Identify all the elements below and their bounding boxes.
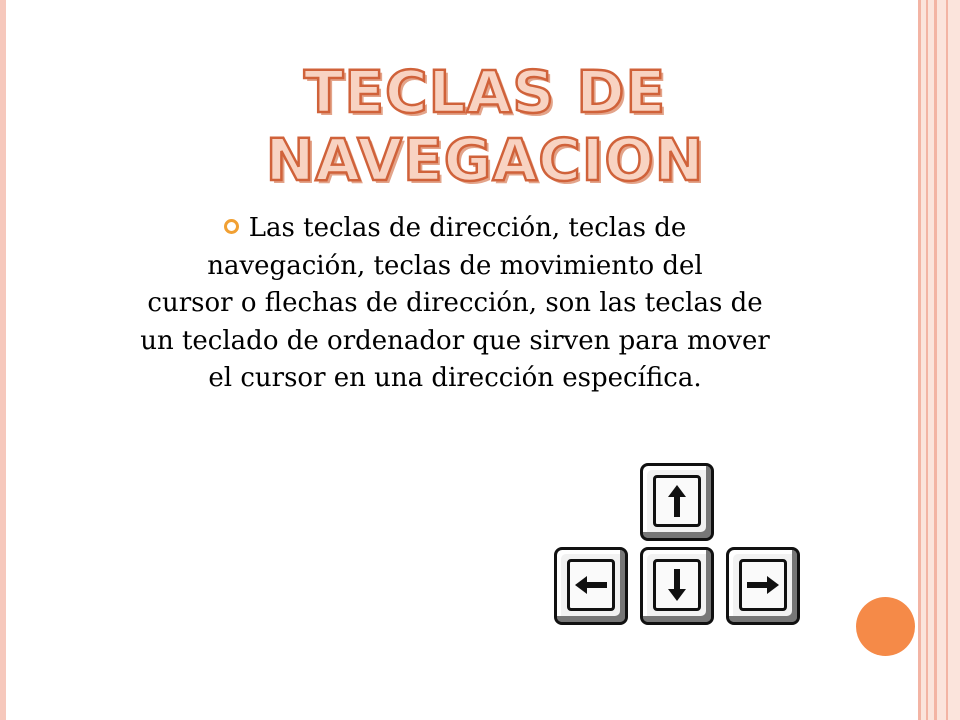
arrow-left-key-icon xyxy=(554,547,628,625)
body-line-4: un teclado de ordenador que sirven para mover xyxy=(140,325,770,356)
border-stripe xyxy=(918,0,921,720)
arrow-down-key-icon xyxy=(640,547,714,625)
slide-title: TECLAS DE NAVEGACION xyxy=(265,58,705,194)
border-stripe xyxy=(934,0,937,720)
slide-body xyxy=(95,210,815,398)
bullet-icon xyxy=(224,219,239,234)
body-line-3: cursor o flechas de dirección, son las teclas de xyxy=(147,288,763,318)
arrow-right-key-icon xyxy=(726,547,800,625)
body-line-2: navegación, teclas de movimiento del xyxy=(207,250,703,281)
arrow-keys-image xyxy=(554,463,804,629)
border-stripe xyxy=(926,0,928,720)
border-stripe xyxy=(946,0,948,720)
arrow-up-key-icon xyxy=(640,463,714,541)
decorative-circle xyxy=(856,597,915,656)
body-line-5: el cursor en una dirección específica. xyxy=(208,363,702,393)
body-line-1: Las teclas de dirección, teclas de xyxy=(248,213,687,243)
slide-left-border xyxy=(0,0,6,720)
slide-right-border xyxy=(918,0,960,720)
